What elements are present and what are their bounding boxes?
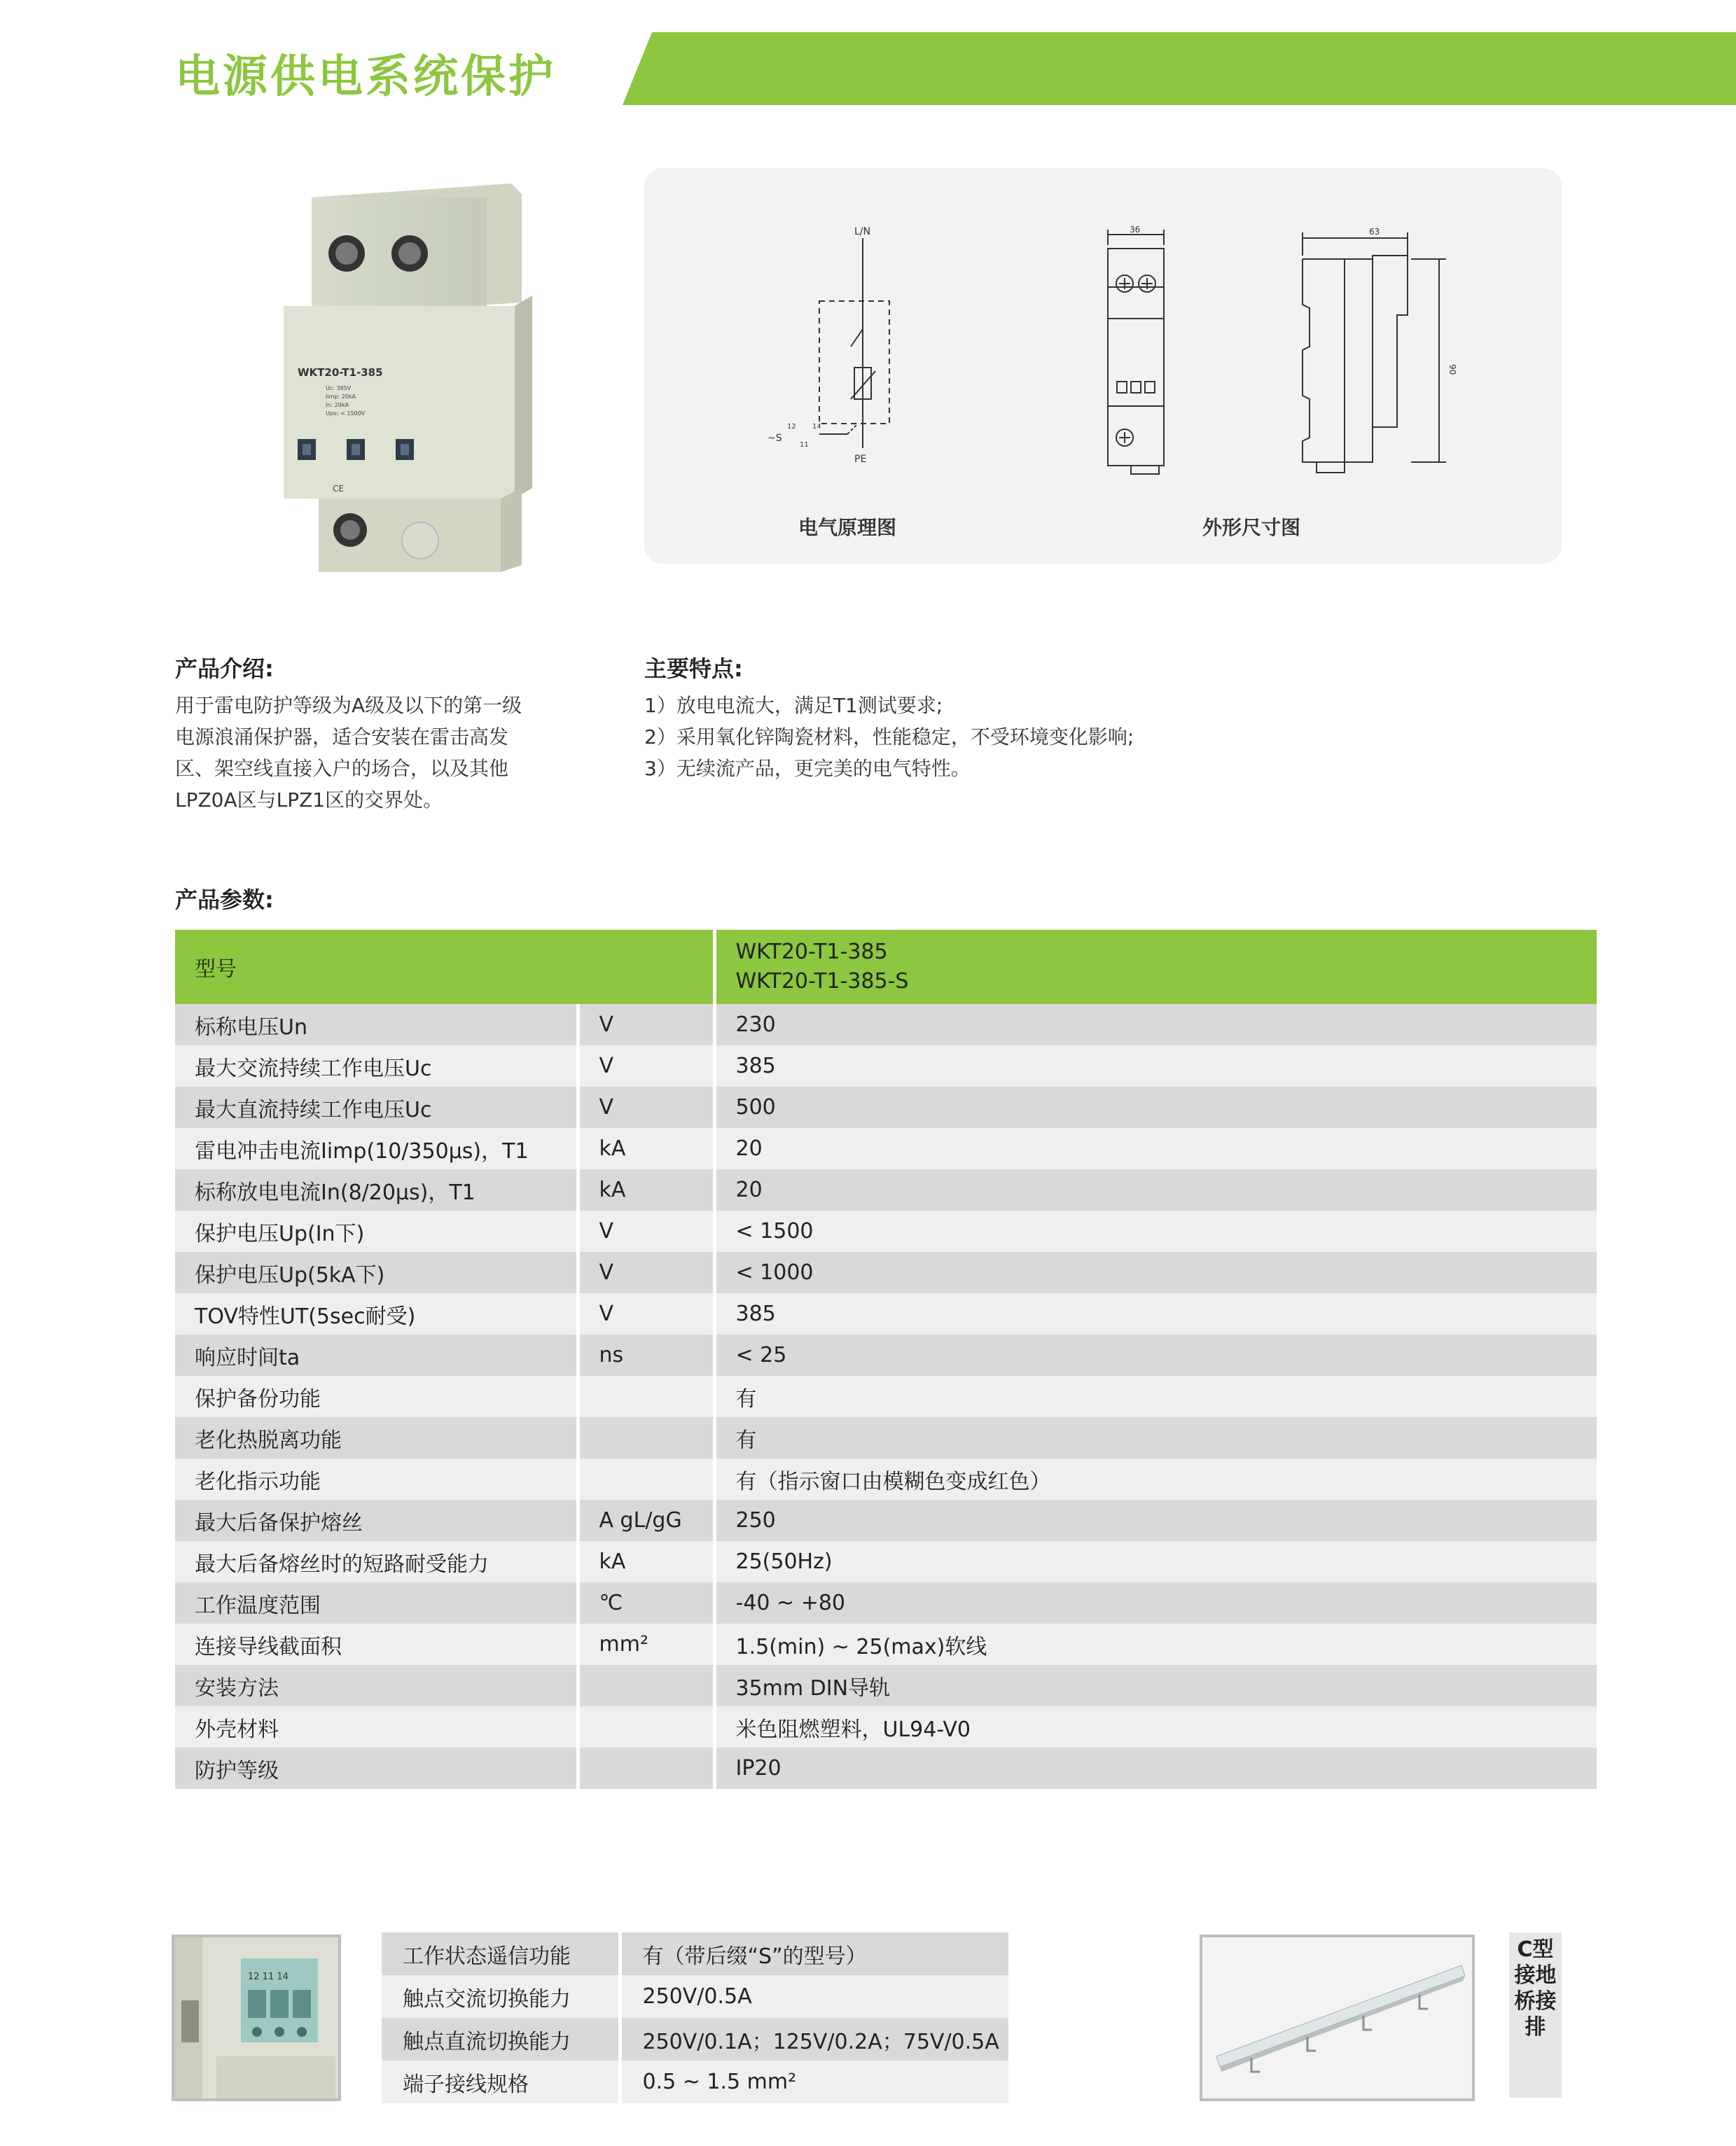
param-row xyxy=(175,1417,1597,1458)
busbar-label-box xyxy=(1509,1932,1562,2098)
param-name: 保护电压Up(5kA下) xyxy=(175,1252,578,1293)
photo-model-label: WKT20-T1-385 xyxy=(298,366,383,379)
model-header-label: 型号 xyxy=(175,930,714,1004)
schematic-label-pe: PE xyxy=(854,454,867,465)
param-row xyxy=(175,1045,1597,1087)
remote-name: 触点直流切换能力 xyxy=(382,2018,620,2061)
remote-row xyxy=(382,2018,1008,2061)
param-name: 最大直流持续工作电压Uc xyxy=(175,1087,578,1128)
param-value: 有（指示窗口由模糊色变成红色） xyxy=(714,1458,1597,1500)
param-name: TOV特性UT(5sec耐受) xyxy=(175,1293,578,1335)
params-header-row xyxy=(175,930,1597,1004)
schematic-label-s: ~S xyxy=(768,433,782,444)
param-value: -40 ~ +80 xyxy=(714,1582,1597,1624)
param-unit: ns xyxy=(578,1335,714,1376)
param-value: 385 xyxy=(714,1045,1597,1087)
param-row xyxy=(175,1500,1597,1541)
param-row xyxy=(175,1293,1597,1335)
model-header-values xyxy=(714,930,1597,1004)
photo-ce-mark: CE xyxy=(333,484,344,494)
diagram-panel xyxy=(644,168,1562,564)
param-row xyxy=(175,1169,1597,1211)
param-name: 雷电冲击电流Iimp(10/350μs)，T1 xyxy=(175,1128,578,1169)
param-value: < 1000 xyxy=(714,1252,1597,1293)
features-list xyxy=(644,690,1134,784)
param-row xyxy=(175,1128,1597,1169)
param-name: 标称电压Un xyxy=(175,1004,578,1045)
param-unit: ℃ xyxy=(578,1582,714,1624)
param-row xyxy=(175,1335,1597,1376)
remote-name: 工作状态遥信功能 xyxy=(382,1932,620,1975)
param-value: 20 xyxy=(714,1128,1597,1169)
photo-spec-line: Iimp: 20kA xyxy=(326,393,356,400)
busbar-label: C型接地桥接排 xyxy=(1514,1937,1557,2040)
height-dim: 90 xyxy=(1447,364,1457,375)
param-value: 米色阻燃塑料，UL94-V0 xyxy=(714,1706,1597,1748)
param-unit: V xyxy=(578,1087,714,1128)
param-unit: kA xyxy=(578,1169,714,1211)
param-name: 连接导线截面积 xyxy=(175,1624,578,1665)
photo-spec-line: In: 20kA xyxy=(326,402,349,408)
param-name: 最大后备保护熔丝 xyxy=(175,1500,578,1541)
model-name: WKT20-T1-385 xyxy=(735,940,888,964)
param-row xyxy=(175,1706,1597,1748)
page-title: 电源供电系统保护 xyxy=(175,51,556,103)
terminal-numbers: 12 11 14 xyxy=(248,1972,289,1982)
header-green-bar xyxy=(693,32,1736,105)
param-unit xyxy=(578,1417,714,1458)
param-row xyxy=(175,1665,1597,1706)
param-name: 安装方法 xyxy=(175,1665,578,1706)
param-unit: V xyxy=(578,1045,714,1087)
remote-name: 触点交流切换能力 xyxy=(382,1975,620,2018)
param-value: IP20 xyxy=(714,1748,1597,1789)
param-unit xyxy=(578,1748,714,1789)
param-unit xyxy=(578,1665,714,1706)
param-value: < 25 xyxy=(714,1335,1597,1376)
param-unit: kA xyxy=(578,1541,714,1582)
schematic-terminal-11: 11 xyxy=(800,441,809,449)
param-row xyxy=(175,1376,1597,1417)
param-value: 500 xyxy=(714,1087,1597,1128)
feature-item: 1）放电电流大，满足T1测试要求; xyxy=(644,694,943,717)
remote-value: 250V/0.5A xyxy=(620,1975,1008,2018)
photo-spec-line: Uc: 385V xyxy=(326,385,352,391)
feature-item: 3）无续流产品，更完美的电气特性。 xyxy=(644,757,971,780)
intro-line: LPZ0A区与LPZ1区的交界处。 xyxy=(175,788,443,811)
remote-value: 250V/0.1A；125V/0.2A；75V/0.5A xyxy=(620,2018,1008,2061)
param-name: 最大交流持续工作电压Uc xyxy=(175,1045,578,1087)
remote-terminal-photo xyxy=(172,1935,341,2101)
param-unit: V xyxy=(578,1211,714,1252)
param-row xyxy=(175,1087,1597,1128)
params-title: 产品参数: xyxy=(175,886,274,913)
model-name: WKT20-T1-385-S xyxy=(735,969,909,994)
param-name: 保护电压Up(In下) xyxy=(175,1211,578,1252)
param-value: 35mm DIN导轨 xyxy=(714,1665,1597,1706)
param-row xyxy=(175,1582,1597,1624)
intro-line: 电源浪涌保护器，适合安装在雷击高发 xyxy=(175,725,509,748)
param-row xyxy=(175,1252,1597,1293)
intro-title: 产品介绍: xyxy=(175,655,274,682)
param-name: 工作温度范围 xyxy=(175,1582,578,1624)
param-name: 老化热脱离功能 xyxy=(175,1417,578,1458)
remote-row xyxy=(382,2061,1008,2103)
param-value: 385 xyxy=(714,1293,1597,1335)
front-view-drawing xyxy=(1108,230,1164,474)
param-row xyxy=(175,1004,1597,1045)
param-row xyxy=(175,1748,1597,1789)
param-row xyxy=(175,1211,1597,1252)
param-unit: A gL/gG xyxy=(578,1500,714,1541)
intro-line: 区、架空线直接入户的场合，以及其他 xyxy=(175,757,509,780)
param-value: 230 xyxy=(714,1004,1597,1045)
param-unit: V xyxy=(578,1293,714,1335)
photo-spec-line: Upo: < 1500V xyxy=(326,410,366,417)
param-value: 有 xyxy=(714,1376,1597,1417)
remote-row xyxy=(382,1932,1008,1975)
param-name: 标称放电电流In(8/20μs)，T1 xyxy=(175,1169,578,1211)
param-name: 最大后备熔丝时的短路耐受能力 xyxy=(175,1541,578,1582)
side-width-dim: 63 xyxy=(1369,227,1380,237)
param-value: 1.5(min) ~ 25(max)软线 xyxy=(714,1624,1597,1665)
param-unit xyxy=(578,1706,714,1748)
electrical-diagram-caption: 电气原理图 xyxy=(798,516,897,539)
side-view-drawing xyxy=(1303,232,1446,473)
param-value: 20 xyxy=(714,1169,1597,1211)
param-value: 有 xyxy=(714,1417,1597,1458)
busbar-photo xyxy=(1200,1935,1475,2101)
param-name: 响应时间ta xyxy=(175,1335,578,1376)
intro-text xyxy=(175,690,609,816)
feature-item: 2）采用氧化锌陶瓷材料，性能稳定，不受环境变化影响; xyxy=(644,725,1134,748)
schematic-terminal-14: 14 xyxy=(812,423,821,431)
param-value: 25(50Hz) xyxy=(714,1541,1597,1582)
features-title: 主要特点: xyxy=(644,655,743,682)
param-unit: V xyxy=(578,1252,714,1293)
param-unit: V xyxy=(578,1004,714,1045)
remote-name: 端子接线规格 xyxy=(382,2061,620,2103)
param-name: 老化指示功能 xyxy=(175,1458,578,1500)
param-value: < 1500 xyxy=(714,1211,1597,1252)
param-row xyxy=(175,1541,1597,1582)
remote-row xyxy=(382,1975,1008,2018)
remote-value: 有（带后缀“S”的型号） xyxy=(620,1932,1008,1975)
param-unit xyxy=(578,1376,714,1417)
electrical-schematic xyxy=(819,238,889,448)
dimension-diagram-caption: 外形尺寸图 xyxy=(1202,516,1301,539)
product-photo xyxy=(280,176,546,576)
front-width-dim: 36 xyxy=(1130,225,1141,235)
param-row xyxy=(175,1624,1597,1665)
param-value: 250 xyxy=(714,1500,1597,1541)
remote-value: 0.5 ~ 1.5 mm² xyxy=(620,2061,1008,2103)
remote-table xyxy=(382,1932,1008,2103)
param-row xyxy=(175,1458,1597,1500)
param-name: 保护备份功能 xyxy=(175,1376,578,1417)
param-unit: mm² xyxy=(578,1624,714,1665)
param-unit: kA xyxy=(578,1128,714,1169)
param-name: 外壳材料 xyxy=(175,1706,578,1748)
params-table xyxy=(175,930,1597,1789)
param-name: 防护等级 xyxy=(175,1748,578,1789)
intro-line: 用于雷电防护等级为A级及以下的第一级 xyxy=(175,694,522,717)
schematic-label-ln: L/N xyxy=(854,226,870,237)
param-unit xyxy=(578,1458,714,1500)
schematic-terminal-12: 12 xyxy=(787,423,796,431)
